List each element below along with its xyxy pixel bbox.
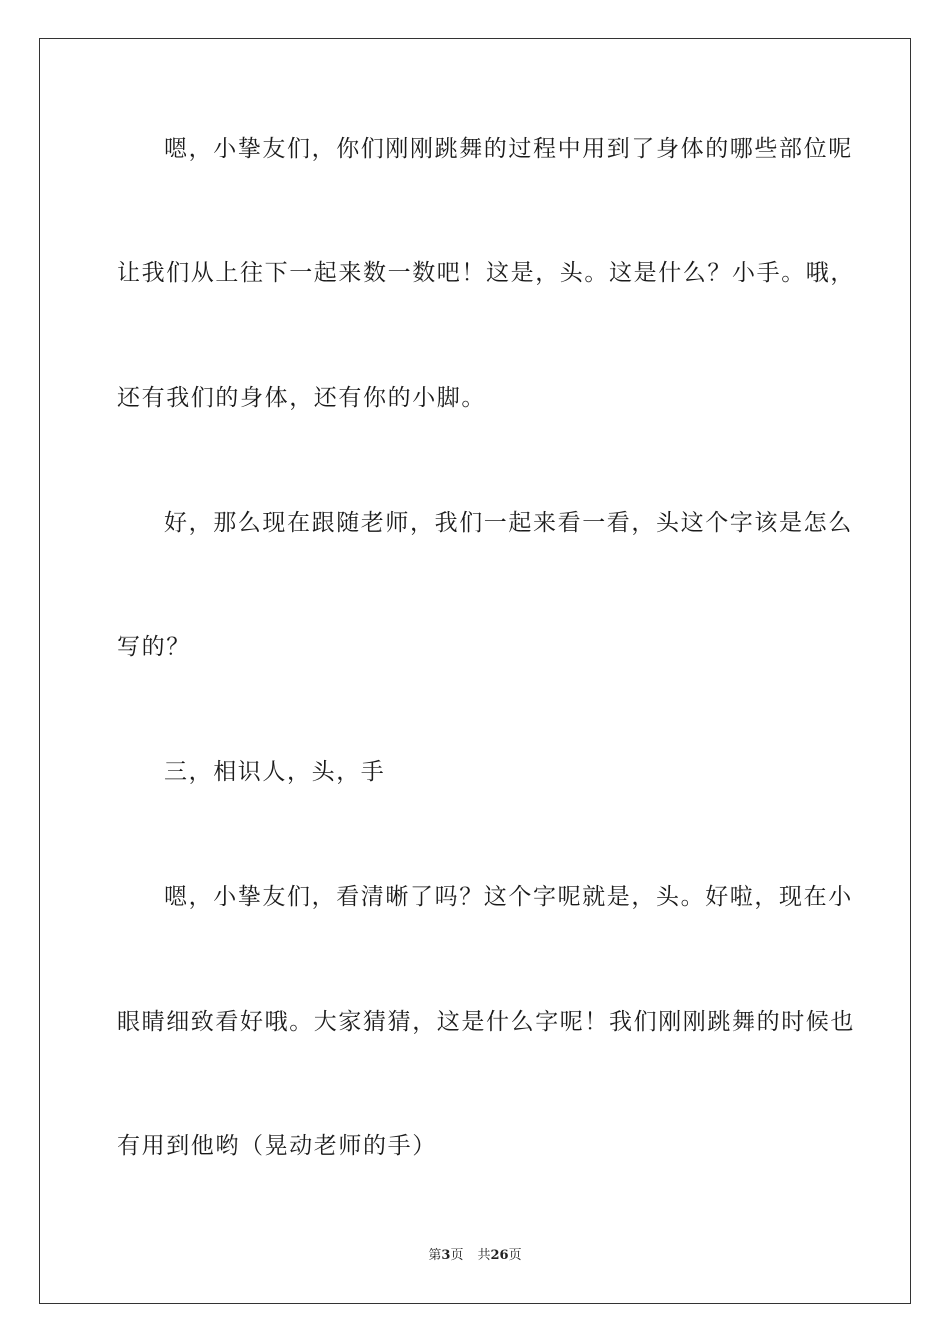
paragraph-line-1: 嗯，小挚友们，你们刚刚跳舞的过程中用到了身体的哪些部位呢 bbox=[164, 136, 853, 162]
page-prefix: 第 bbox=[428, 1248, 442, 1263]
paragraph-line-9: 有用到他哟（晃动老师的手） bbox=[117, 1133, 437, 1159]
page-number: 3 bbox=[441, 1248, 451, 1263]
paragraph-line-7: 嗯，小挚友们，看清晰了吗？这个字呢就是，头。好啦，现在小 bbox=[164, 884, 853, 910]
section-heading: 三，相识人，头，手 bbox=[164, 759, 386, 785]
paragraph-line-8: 眼睛细致看好哦。大家猜猜，这是什么字呢！我们刚刚跳舞的时候也 bbox=[117, 1009, 855, 1035]
total-prefix: 共 bbox=[477, 1248, 491, 1263]
total-suffix: 页 bbox=[508, 1248, 522, 1263]
page-suffix: 页 bbox=[450, 1248, 464, 1263]
paragraph-line-4: 好，那么现在跟随老师，我们一起来看一看，头这个字该是怎么 bbox=[164, 510, 853, 536]
paragraph-line-3: 还有我们的身体，还有你的小脚。 bbox=[117, 385, 486, 411]
page-footer bbox=[0, 1248, 950, 1264]
paragraph-line-2: 让我们从上往下一起来数一数吧！这是，头。这是什么？小手。哦， bbox=[117, 260, 855, 286]
paragraph-line-5: 写的？ bbox=[117, 634, 191, 660]
page-frame bbox=[39, 38, 911, 1304]
total-pages: 26 bbox=[490, 1248, 509, 1263]
